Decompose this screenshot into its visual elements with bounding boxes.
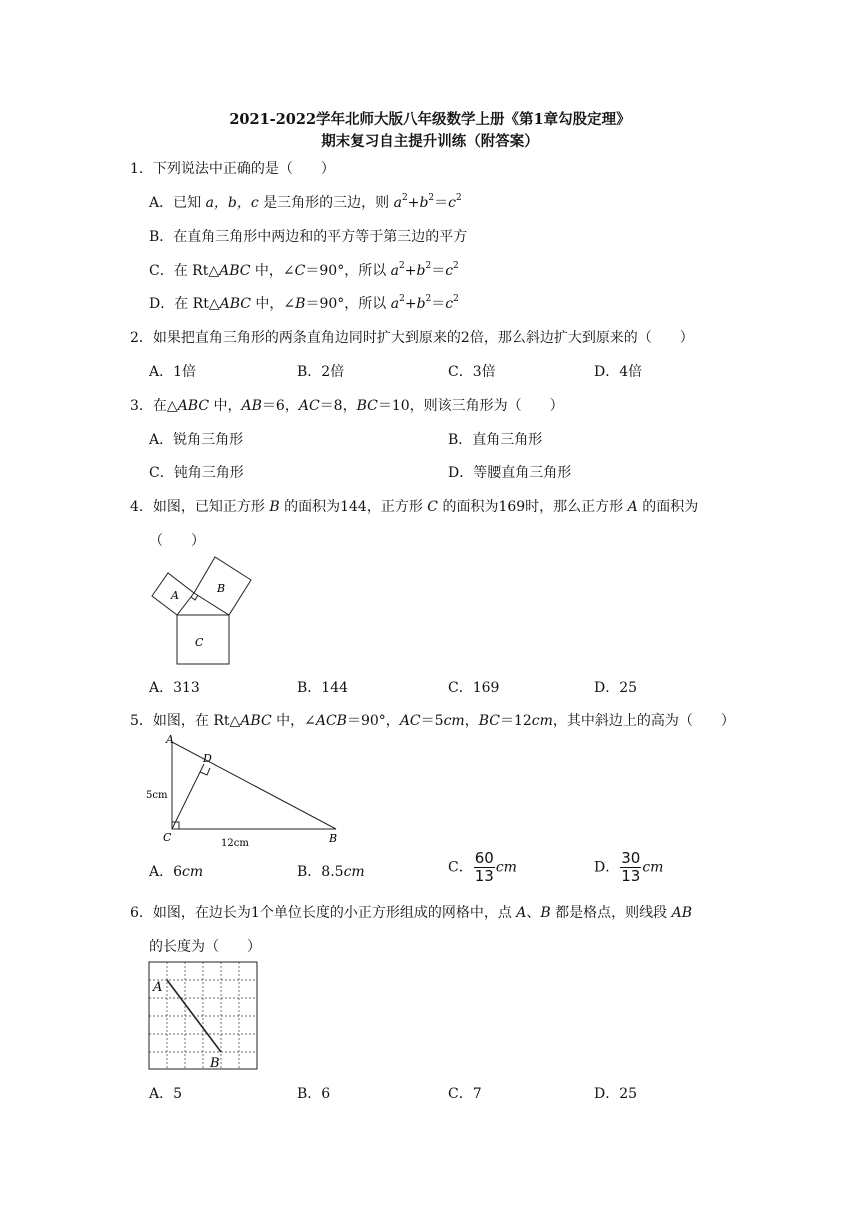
q2-option-b: B．2倍 [297, 364, 345, 380]
q2-stem: 2．如果把直角三角形的两条直角边同时扩大到原来的2倍，那么斜边扩大到原来的（ ） [130, 330, 694, 346]
vertex-d: D [203, 752, 212, 765]
q6-option-a: A．5 [149, 1086, 183, 1102]
q3-stem: 3．在△ABC 中，AB＝6，AC＝8，BC＝10，则该三角形为（ ） [130, 398, 564, 414]
q1-option-c: C．在 Rt△ABC 中，∠C＝90°，所以 $a^2+b^2=c^2$ [149, 261, 459, 279]
q6-grid-figure [148, 960, 260, 1072]
vertex-c: C [163, 831, 172, 844]
label-c: C [195, 636, 204, 649]
q6-stem-line2: 的长度为（ ） [149, 939, 261, 955]
q5-option-d: D． $\frac{30}{13}$ cm [594, 849, 664, 885]
q6-option-b: B．6 [297, 1086, 331, 1102]
q1-option-d: D．在 Rt△ABC 中，∠B＝90°，所以 $a^2+b^2=c^2$ [149, 294, 459, 312]
q3-option-c: C．钝角三角形 [149, 465, 244, 481]
q3-option-b: B．直角三角形 [448, 432, 543, 448]
q4-stem: 4．如图，已知正方形 B 的面积为144，正方形 C 的面积为169时，那么正方形 A 的面积为 [130, 499, 699, 515]
q2-option-a: A．1倍 [149, 364, 197, 380]
vertex-b: B [329, 832, 338, 845]
q4-option-d: D．25 [594, 680, 638, 696]
q4-answer-blank: （ ） [149, 533, 205, 549]
q5-option-a: A．6cm [149, 864, 204, 880]
q2-option-c: C．3倍 [448, 364, 496, 380]
triangle-abc [172, 742, 336, 829]
q6-option-c: C．7 [448, 1086, 482, 1102]
side-bc-label: 12cm [221, 838, 249, 849]
document-title-line2: 期末复习自主提升训练（附答案） [321, 133, 539, 150]
segment-ab [167, 980, 221, 1052]
q5-stem: 5．如图，在 Rt△ABC 中，∠ACB＝90°，AC＝5cm，BC＝12cm，其中斜边上的高为（ ） [130, 713, 735, 729]
q3-option-a: A．锐角三角形 [149, 432, 244, 448]
q6-option-d: D．25 [594, 1086, 638, 1102]
q4-option-b: B．144 [297, 680, 349, 696]
q4-option-a: A．313 [149, 680, 200, 696]
fraction-60-13: $\frac{60}{13}$ [474, 849, 494, 885]
q5-triangle-figure [144, 732, 344, 850]
point-a-label: A [153, 980, 163, 995]
side-ac-label: 5cm [146, 790, 168, 801]
fraction-30-13: $\frac{30}{13}$ [621, 849, 641, 885]
q3-option-d: D．等腰直角三角形 [448, 465, 572, 481]
q1-option-b: B．在直角三角形中两边和的平方等于第三边的平方 [149, 229, 468, 245]
altitude-cd [172, 764, 204, 829]
label-a: A [171, 589, 179, 602]
q6-stem-line1: 6．如图，在边长为1个单位长度的小正方形组成的网格中，点 A、B 都是格点，则线段 AB [130, 905, 692, 921]
q2-option-d: D．4倍 [594, 364, 643, 380]
vertex-a: A [166, 733, 174, 746]
q4-squares-figure [148, 552, 254, 668]
point-b-label: B [210, 1056, 220, 1071]
label-b: B [217, 582, 226, 595]
q1-stem: 1．下列说法中正确的是（ ） [130, 161, 335, 177]
document-title-line1: 2021-2022学年北师大版八年级数学上册《第1章勾股定理》 [229, 111, 631, 128]
q1-option-a: A．已知 a，b，c 是三角形的三边，则 $a^2+b^2=c^2$ [149, 193, 462, 211]
q5-option-b: B．8.5cm [297, 864, 365, 880]
q4-option-c: C．169 [448, 680, 500, 696]
q5-option-c: C． $\frac{60}{13}$ cm [448, 849, 517, 885]
